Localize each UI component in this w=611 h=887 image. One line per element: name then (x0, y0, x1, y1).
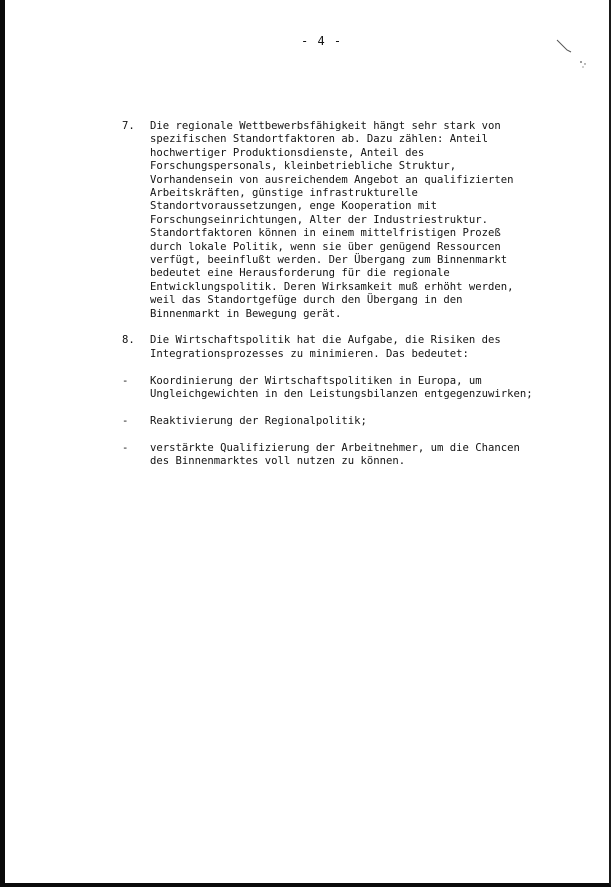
section-marker: 8. (122, 334, 135, 347)
section-marker: - (122, 374, 129, 387)
text-line: Vorhandensein von ausreichendem Angebot an qualifizierten (150, 173, 514, 186)
section-marker: - (122, 414, 129, 427)
section-text (150, 415, 530, 428)
text-line: Arbeitskräften, günstige infrastrukturelle (150, 187, 418, 200)
text-line: Koordinierung der Wirtschaftspolitiken in Europa, um (150, 374, 482, 387)
text-line: Entwicklungspolitik. Deren Wirksamkeit muß erhöht werden, (150, 280, 514, 293)
text-line: Die Wirtschaftspolitik hat die Aufgabe, die Risiken des (150, 334, 501, 347)
text-line: verstärkte Qualifizierung der Arbeitnehmer, um die Chancen (150, 441, 520, 454)
text-line: des Binnenmarktes voll nutzen zu können. (150, 455, 406, 468)
text-line: hochwertiger Produktionsdienste, Anteil des (150, 146, 425, 159)
text-line: Standortvoraussetzungen, enge Kooperation mit (150, 200, 438, 213)
text-line: Die regionale Wettbewerbsfähigkeit hängt sehr stark von (150, 120, 501, 132)
text-line: Binnenmarkt in Bewegung gerät. (150, 307, 342, 320)
section-text (150, 334, 530, 361)
section-5 (5, 442, 530, 469)
scan-artifact-mark (553, 36, 593, 76)
text-line: Ungleichgewichten in den Leistungsbilanzen entgegenzuwirken; (150, 388, 533, 401)
section-2 (5, 334, 530, 361)
text-line: Forschungseinrichtungen, Alter der Industriestruktur. (150, 213, 489, 226)
section-1 (5, 120, 530, 321)
text-line: durch lokale Politik, wenn sie über genügend Ressourcen (150, 240, 501, 253)
text-line: Reaktivierung der Regionalpolitik; (150, 414, 367, 427)
text-line: weil das Standortgefüge durch den Übergang in den (150, 294, 463, 307)
section-text (150, 120, 530, 321)
text-line: Standortfaktoren können in einem mittelfristigen Prozeß (150, 227, 501, 240)
section-text (150, 374, 533, 402)
text-line: Forschungspersonals, kleinbetriebliche Struktur, (150, 160, 457, 173)
text-line: verfügt, beeinflußt werden. Der Übergang zum Binnenmarkt (150, 254, 508, 267)
section-marker: 7. (122, 120, 135, 132)
text-line: bedeutet eine Herausforderung für die regionale (150, 267, 450, 280)
section-marker: - (122, 441, 129, 454)
document-body (5, 120, 533, 482)
text-line: Integrationsprozesses zu minimieren. Das bedeutet: (150, 347, 469, 360)
section-3 (5, 374, 533, 402)
section-4 (5, 415, 530, 428)
section-text (150, 442, 530, 469)
text-line: spezifischen Standortfaktoren ab. Dazu zählen: Anteil (150, 133, 489, 146)
page-number: - 4 - (301, 34, 343, 48)
